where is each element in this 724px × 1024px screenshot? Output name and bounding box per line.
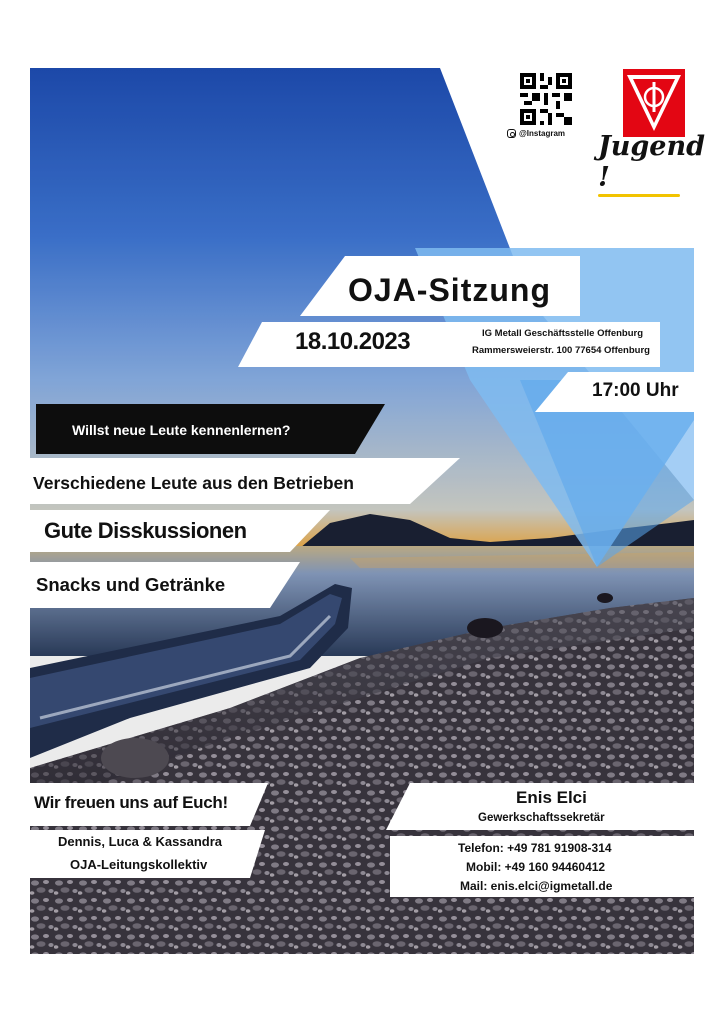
event-date: 18.10.2023 [295, 328, 411, 355]
venue-line1: IG Metall Geschäftsstelle Offenburg [482, 328, 644, 339]
pitch-item-3: Snacks und Getränke [36, 574, 226, 595]
contact-phone[interactable]: Telefon: +49 781 91908-314 [458, 841, 612, 855]
venue-line2: Rammersweierstr. 100 77654 Offenburg [472, 345, 650, 356]
event-time: 17:00 Uhr [592, 380, 679, 401]
organizer-names: Dennis, Luca & Kassandra [58, 834, 222, 849]
pitch-item-1: Verschiedene Leute aus den Betrieben [33, 473, 354, 493]
contact-mail[interactable]: Mail: enis.elci@igmetall.de [460, 879, 613, 893]
pitch-question: Willst neue Leute kennenlernen? [72, 422, 291, 438]
jugend-script-logo: Jugend ! [598, 131, 724, 197]
instagram-caption: @Instagram [519, 129, 566, 138]
event-title: OJA-Sitzung [348, 272, 551, 308]
contact-mobile[interactable]: Mobil: +49 160 94460412 [466, 860, 606, 874]
pitch-item-2: Gute Disskussionen [44, 518, 247, 543]
contact-role: Gewerkschaftssekretär [478, 812, 605, 824]
greeting: Wir freuen uns auf Euch! [34, 793, 228, 812]
organizer-team: OJA-Leitungskollektiv [70, 857, 208, 872]
contact-name: Enis Elci [516, 788, 587, 807]
